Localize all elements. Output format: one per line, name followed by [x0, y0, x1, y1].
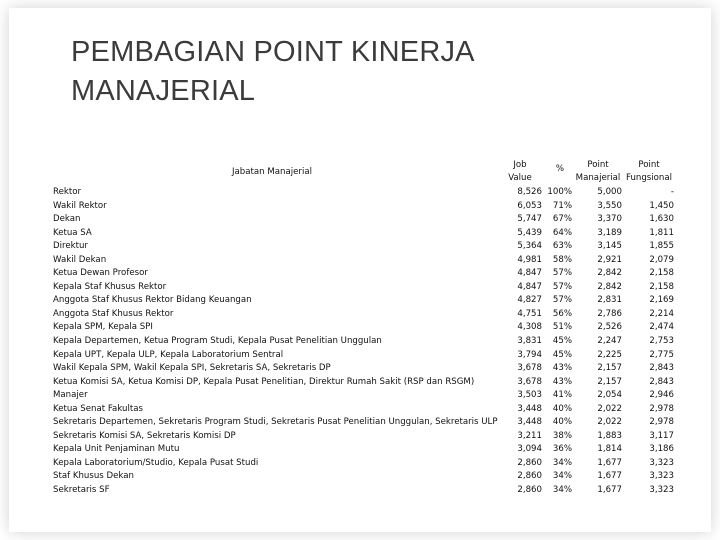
cell-percent: 43% [552, 363, 572, 374]
cell-jabatan: Sekretaris SF [53, 485, 110, 496]
table-row [0, 349, 720, 363]
table-row [0, 470, 720, 484]
cell-point-fungsional: 2,158 [649, 281, 674, 292]
cell-point-fungsional: 2,158 [649, 268, 674, 279]
cell-jabatan: Ketua Senat Fakultas [53, 403, 143, 414]
column-header-point-manajerial [572, 159, 624, 185]
cell-job-value: 4,751 [517, 308, 542, 319]
column-header-job-value [508, 159, 532, 185]
cell-percent: 71% [552, 200, 572, 211]
cell-percent: 40% [552, 417, 572, 428]
column-header-job-value-line-2: Value [508, 173, 532, 183]
cell-point-fungsional: 2,946 [649, 390, 674, 401]
cell-jabatan: Staf Khusus Dekan [53, 471, 134, 482]
cell-point-fungsional: 1,811 [649, 227, 674, 238]
column-header-point-fungsional-line-1: Point [638, 160, 660, 170]
cell-jabatan: Kepala Unit Penjaminan Mutu [53, 444, 180, 455]
cell-jabatan: Wakil Dekan [53, 254, 107, 265]
table-row [0, 443, 720, 457]
cell-point-manajerial: 2,022 [597, 403, 622, 414]
cell-point-manajerial: 2,054 [597, 390, 622, 401]
cell-job-value: 3,448 [517, 417, 542, 428]
cell-percent: 64% [552, 227, 572, 238]
cell-point-fungsional: 1,855 [649, 241, 674, 252]
table-row [0, 430, 720, 444]
cell-jabatan: Ketua SA [53, 227, 92, 238]
cell-point-fungsional: 3,186 [649, 444, 674, 455]
cell-percent: 58% [552, 254, 572, 265]
cell-percent: 51% [552, 322, 572, 333]
cell-job-value: 3,448 [517, 403, 542, 414]
cell-percent: 57% [552, 295, 572, 306]
column-header-percent [548, 163, 572, 176]
cell-percent: 57% [552, 281, 572, 292]
cell-job-value: 2,860 [517, 471, 542, 482]
cell-percent: 34% [552, 485, 572, 496]
cell-point-fungsional: 2,843 [649, 376, 674, 387]
cell-jabatan: Dekan [53, 214, 81, 225]
column-header-job-value-line-1: Job [513, 160, 527, 170]
cell-point-fungsional: 2,775 [649, 349, 674, 360]
cell-point-manajerial: 2,157 [597, 363, 622, 374]
cell-point-manajerial: 2,526 [597, 322, 622, 333]
page-title-line-2: MANAJERIAL [71, 75, 256, 107]
cell-point-fungsional: 2,214 [649, 308, 674, 319]
table-row [0, 416, 720, 430]
table-row [0, 321, 720, 335]
cell-point-manajerial: 3,370 [597, 214, 622, 225]
cell-point-manajerial: 1,814 [597, 444, 622, 455]
table-row [0, 227, 720, 241]
cell-job-value: 3,678 [517, 376, 542, 387]
cell-point-fungsional: 3,117 [649, 430, 674, 441]
cell-point-manajerial: 2,157 [597, 376, 622, 387]
cell-point-manajerial: 2,842 [597, 268, 622, 279]
table-row [0, 213, 720, 227]
cell-point-fungsional: 2,474 [649, 322, 674, 333]
cell-job-value: 2,860 [517, 485, 542, 496]
cell-point-manajerial: 1,677 [597, 457, 622, 468]
table-row [0, 186, 720, 200]
table-row [0, 389, 720, 403]
cell-job-value: 4,308 [517, 322, 542, 333]
cell-point-manajerial: 3,550 [597, 200, 622, 211]
column-header-jabatan [232, 166, 312, 179]
cell-jabatan: Direktur [53, 241, 88, 252]
cell-percent: 67% [552, 214, 572, 225]
cell-jabatan: Sekretaris Komisi SA, Sekretaris Komisi DP [53, 430, 236, 441]
cell-point-fungsional: - [670, 187, 674, 197]
table-row [0, 403, 720, 417]
cell-percent: 36% [552, 444, 572, 455]
table-row [0, 362, 720, 376]
column-header-point-manajerial-line-2: Manajerial [575, 173, 621, 183]
cell-point-fungsional: 1,630 [649, 214, 674, 225]
cell-job-value: 3,794 [517, 349, 542, 360]
cell-point-manajerial: 2,225 [597, 349, 622, 360]
cell-jabatan: Wakil Rektor [53, 200, 107, 211]
table-row [0, 457, 720, 471]
column-header-percent-label: % [555, 164, 565, 174]
cell-jabatan: Wakil Kepala SPM, Wakil Kepala SPI, Sekretaris SA, Sekretaris DP [53, 363, 331, 374]
cell-jabatan: Anggota Staf Khusus Rektor Bidang Keuangan [53, 295, 252, 306]
cell-point-manajerial: 3,189 [597, 227, 622, 238]
cell-point-fungsional: 3,323 [649, 457, 674, 468]
cell-job-value: 3,211 [517, 430, 542, 441]
cell-point-manajerial: 5,000 [597, 187, 622, 197]
column-header-jabatan-label: Jabatan Manajerial [232, 167, 312, 177]
table-row [0, 308, 720, 322]
column-header-point-fungsional-line-2: Fungsional [625, 173, 673, 183]
page-title-line-1: PEMBAGIAN POINT KINERJA [71, 36, 475, 68]
table-row [0, 200, 720, 214]
cell-job-value: 5,747 [517, 214, 542, 225]
cell-percent: 45% [552, 336, 572, 347]
cell-point-fungsional: 1,450 [649, 200, 674, 211]
cell-percent: 45% [552, 349, 572, 360]
cell-percent: 43% [552, 376, 572, 387]
cell-jabatan: Ketua Dewan Profesor [53, 268, 148, 279]
cell-job-value: 4,981 [517, 254, 542, 265]
cell-jabatan: Sekretaris Departemen, Sekretaris Program Studi, Sekretaris Pusat Penelitian Unggulan, Sekretaris ULP [53, 417, 498, 428]
cell-job-value: 3,503 [517, 390, 542, 401]
cell-jabatan: Kepala Laboratorium/Studio, Kepala Pusat Studi [53, 457, 259, 468]
cell-jabatan: Kepala SPM, Kepala SPI [53, 322, 153, 333]
cell-job-value: 3,094 [517, 444, 542, 455]
cell-point-manajerial: 2,921 [597, 254, 622, 265]
cell-percent: 63% [552, 241, 572, 252]
cell-point-manajerial: 2,831 [597, 295, 622, 306]
cell-percent: 34% [552, 457, 572, 468]
cell-point-manajerial: 2,842 [597, 281, 622, 292]
cell-job-value: 3,831 [517, 336, 542, 347]
cell-point-fungsional: 3,323 [649, 485, 674, 496]
cell-point-manajerial: 1,677 [597, 485, 622, 496]
cell-job-value: 5,439 [517, 227, 542, 238]
cell-point-manajerial: 2,247 [597, 336, 622, 347]
table-row [0, 240, 720, 254]
table-row [0, 294, 720, 308]
table-row [0, 267, 720, 281]
cell-point-fungsional: 2,079 [649, 254, 674, 265]
table-row [0, 281, 720, 295]
cell-job-value: 4,827 [517, 295, 542, 306]
cell-job-value: 8,526 [517, 187, 542, 197]
cell-jabatan: Manajer [53, 390, 88, 401]
cell-point-manajerial: 1,883 [597, 430, 622, 441]
data-table [0, 186, 720, 498]
cell-percent: 41% [552, 390, 572, 401]
column-header-point-manajerial-line-1: Point [587, 160, 609, 170]
cell-percent: 34% [552, 471, 572, 482]
table-row [0, 376, 720, 390]
table-row [0, 484, 720, 498]
cell-point-fungsional: 3,323 [649, 471, 674, 482]
cell-percent: 56% [552, 308, 572, 319]
cell-job-value: 4,847 [517, 268, 542, 279]
cell-point-manajerial: 3,145 [597, 241, 622, 252]
cell-percent: 38% [552, 430, 572, 441]
cell-point-fungsional: 2,753 [649, 336, 674, 347]
cell-point-manajerial: 2,786 [597, 308, 622, 319]
cell-percent: 40% [552, 403, 572, 414]
cell-job-value: 2,860 [517, 457, 542, 468]
cell-jabatan: Kepala UPT, Kepala ULP, Kepala Laboratorium Sentral [53, 349, 284, 360]
column-header-point-fungsional [624, 159, 674, 185]
cell-job-value: 6,053 [517, 200, 542, 211]
cell-percent: 100% [547, 187, 572, 197]
cell-point-fungsional: 2,978 [649, 417, 674, 428]
cell-point-fungsional: 2,843 [649, 363, 674, 374]
cell-job-value: 5,364 [517, 241, 542, 252]
cell-percent: 57% [552, 268, 572, 279]
cell-jabatan: Kepala Departemen, Ketua Program Studi, Kepala Pusat Penelitian Unggulan [53, 336, 382, 347]
table-row [0, 254, 720, 268]
cell-point-manajerial: 2,022 [597, 417, 622, 428]
cell-jabatan: Ketua Komisi SA, Ketua Komisi DP, Kepala Pusat Penelitian, Direktur Rumah Sakit (RSP dan RSGM) [53, 376, 475, 387]
cell-point-manajerial: 1,677 [597, 471, 622, 482]
cell-job-value: 4,847 [517, 281, 542, 292]
table-row [0, 335, 720, 349]
cell-point-fungsional: 2,169 [649, 295, 674, 306]
cell-jabatan: Kepala Staf Khusus Rektor [53, 281, 167, 292]
cell-job-value: 3,678 [517, 363, 542, 374]
cell-jabatan: Anggota Staf Khusus Rektor [53, 308, 174, 319]
cell-jabatan: Rektor [53, 187, 82, 197]
page-title [71, 33, 631, 111]
cell-point-fungsional: 2,978 [649, 403, 674, 414]
